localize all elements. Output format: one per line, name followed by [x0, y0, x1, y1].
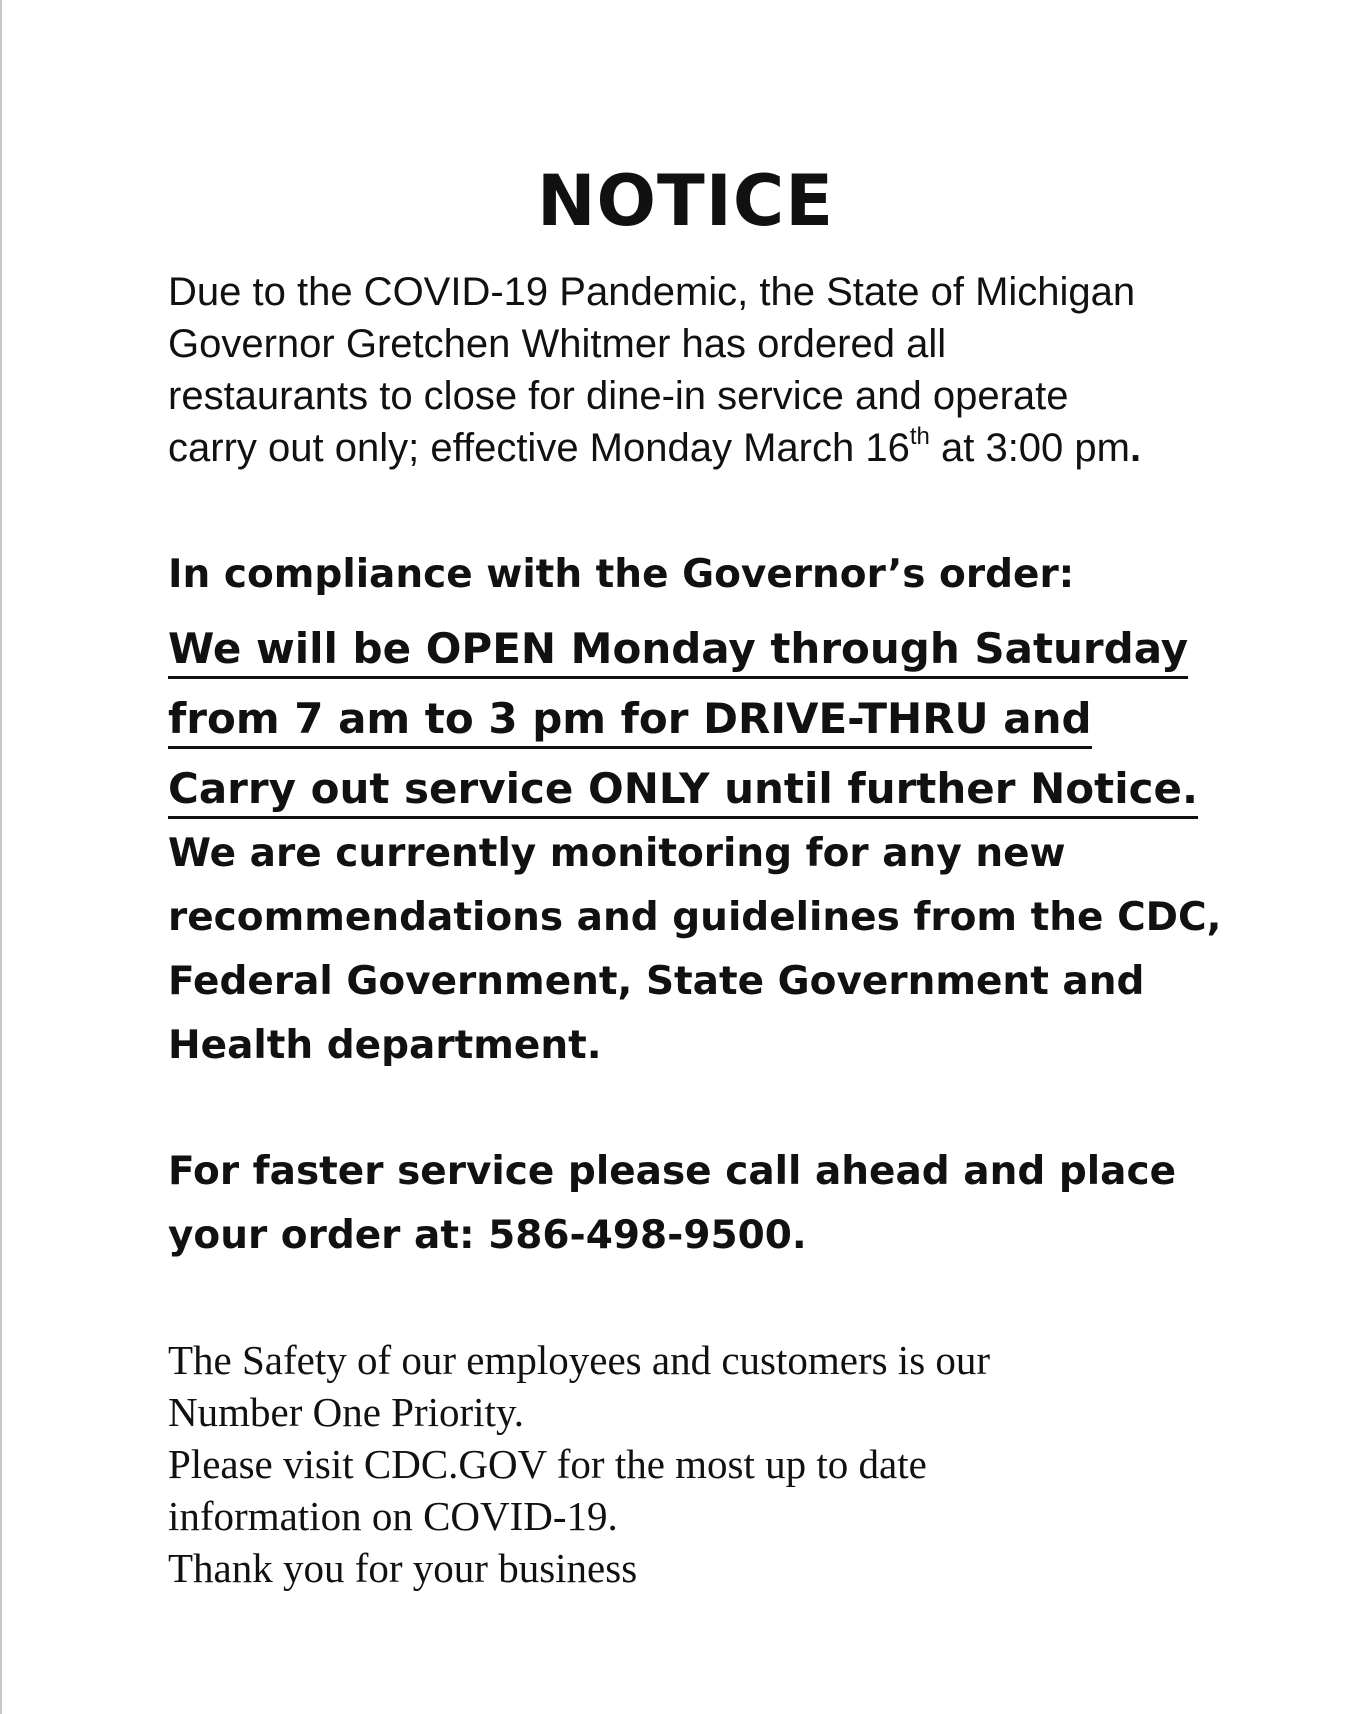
phone-number-line: your order at: 586-498-9500. [168, 1213, 807, 1258]
closing-paragraph [168, 1334, 1308, 1594]
hours-text: from 7 am to 3 pm for DRIVE-THRU and [168, 692, 1092, 749]
monitoring-line: recommendations and guidelines from the CDC, [168, 895, 1222, 940]
effective-text-start: carry out only; effective Monday March 16 [168, 426, 910, 470]
ordinal-suffix: th [909, 423, 930, 450]
opening-hours [168, 614, 1328, 824]
hours-text: Carry out service ONLY until further Notice. [168, 762, 1198, 819]
monitoring-line: We are currently monitoring for any new [168, 831, 1066, 876]
closing-line: Thank you for your business [168, 1545, 638, 1591]
hours-line-3 [168, 754, 1328, 824]
intro-line: Governor Gretchen Whitmer has ordered all [168, 322, 947, 366]
compliance-heading: In compliance with the Governor’s order: [168, 552, 1075, 597]
monitoring-line: Health department. [168, 1023, 602, 1068]
monitoring-paragraph [168, 822, 1328, 1078]
hours-line-2 [168, 684, 1328, 754]
call-ahead-paragraph [168, 1140, 1328, 1268]
intro-paragraph [168, 266, 1308, 474]
closing-line: The Safety of our employees and customers is our [168, 1337, 991, 1383]
page-edge [0, 0, 2, 1714]
closing-line: Number One Priority. [168, 1389, 525, 1435]
closing-line: Please visit CDC.GOV for the most up to date [168, 1441, 927, 1487]
intro-line: Due to the COVID-19 Pandemic, the State of Michigan [168, 270, 1136, 314]
hours-text: We will be OPEN Monday through Saturday [168, 622, 1188, 679]
intro-line: restaurants to close for dine-in service and operate [168, 374, 1069, 418]
effective-period: . [1129, 426, 1142, 470]
effective-time: at 3:00 pm [929, 426, 1130, 470]
monitoring-line: Federal Government, State Government and [168, 959, 1145, 1004]
notice-title: NOTICE [536, 160, 835, 242]
intro-line-effective [168, 422, 1308, 474]
closing-line: information on COVID-19. [168, 1493, 618, 1539]
hours-line-1 [168, 614, 1328, 684]
call-ahead-line: For faster service please call ahead and place [168, 1149, 1177, 1194]
